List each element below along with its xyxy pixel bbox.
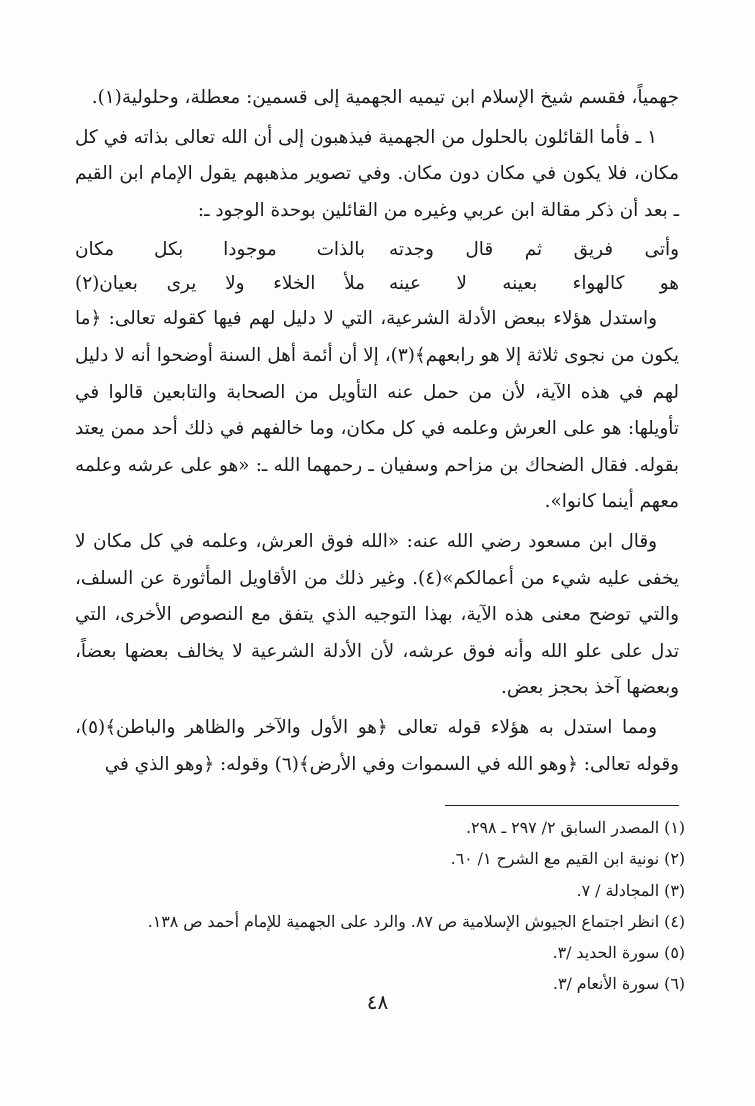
main-text (75, 80, 679, 783)
verse-first-hemistich: هو كالهواء بعينه لا عينه (389, 273, 679, 295)
paragraph: ومما استدل به هؤلاء قوله تعالى ﴿هو الأول والآخر والظاهر والباطن﴾(٥)، وقوله تعالى: ﴿وهو الله في السموات وفي الأرض﴾(٦) وقوله: ﴿وهو الذي في (75, 716, 679, 775)
footnote: (٣) المجادلة / ٧. (576, 880, 685, 900)
footnote: (٤) انظر اجتماع الجيوش الإسلامية ص ٨٧. والرد على الجهمية للإمام أحمد ص ١٣٨. (147, 911, 685, 931)
paragraph: وقال ابن مسعود رضي الله عنه: «الله فوق العرش، وعلمه في كل مكان لا يخفى عليه شيء من أعمالكم»(٤). وغير ذلك من الأقاويل المأثورة عن السلف، والتي توضح معنى هذه الآية، بهذا التوجيه الذي يتفق مع النصوص الأخرى، التي تدل على علو الله وأنه فوق عرشه، لأن الأدلة الشرعية لا يخالف بعضها بعضاً، وبعضها آخذ بحجز بعض. (75, 530, 679, 699)
verse-second-hemistich: بالذات موجودا بكل مكان (75, 239, 365, 261)
footnote-divider (445, 805, 679, 806)
verse-first-hemistich: وأتى فريق ثم قال وجدته (389, 239, 679, 261)
poem (75, 233, 679, 301)
poem-verse (75, 233, 679, 267)
page-number: ٤٨ (366, 990, 389, 1014)
paragraph: جهمياً، فقسم شيخ الإسلام ابن تيميه الجهمية إلى قسمين: معطلة، وحلولية(١). (91, 87, 679, 108)
footnote: (٥) سورة الحديد /٣. (552, 943, 685, 963)
footnote: (١) المصدر السابق ٢/ ٢٩٧ ـ ٢٩٨. (465, 818, 685, 837)
poem-verse (75, 267, 679, 301)
footnote: (٢) نونية ابن القيم مع الشرح ١/ ٦٠. (450, 849, 685, 869)
footnotes (75, 812, 685, 1000)
footnote: (٦) سورة الأنعام /٣. (552, 974, 685, 994)
paragraph: ١ ـ فأما القائلون بالحلول من الجهمية فيذهبون إلى أن الله تعالى بذاته في كل مكان، فلا يكون في مكان دون مكان. وفي تصوير مذهبهم يقول الإمام ابن القيم ـ بعد أن ذكر مقالة ابن عربي وغيره من القائلين بوحدة الوجود ـ: (75, 126, 679, 221)
paragraph: واستدل هؤلاء ببعض الأدلة الشرعية، التي لا دليل لهم فيها كقوله تعالى: ﴿ما يكون من نجوى ثلاثة إلا هو رابعهم﴾(٣)، إلا أن أئمة أهل السنة أوضحوا أنه لا دليل لهم في هذه الآية، لأن من حمل عنه التأويل من الصحابة والتابعين قالوا في تأويلها: هو على العرش وعلمه في كل مكان، وما خالفهم في ذلك أحد ممن يعتد بقوله. فقال الضحاك بن مزاحم وسفيان ـ رحمهما الله ـ: «هو على عرشه وعلمه معهم أينما كانوا». (75, 308, 679, 513)
verse-second-hemistich: ملأ الخلاء ولا يرى بعيان(٢) (75, 273, 365, 295)
